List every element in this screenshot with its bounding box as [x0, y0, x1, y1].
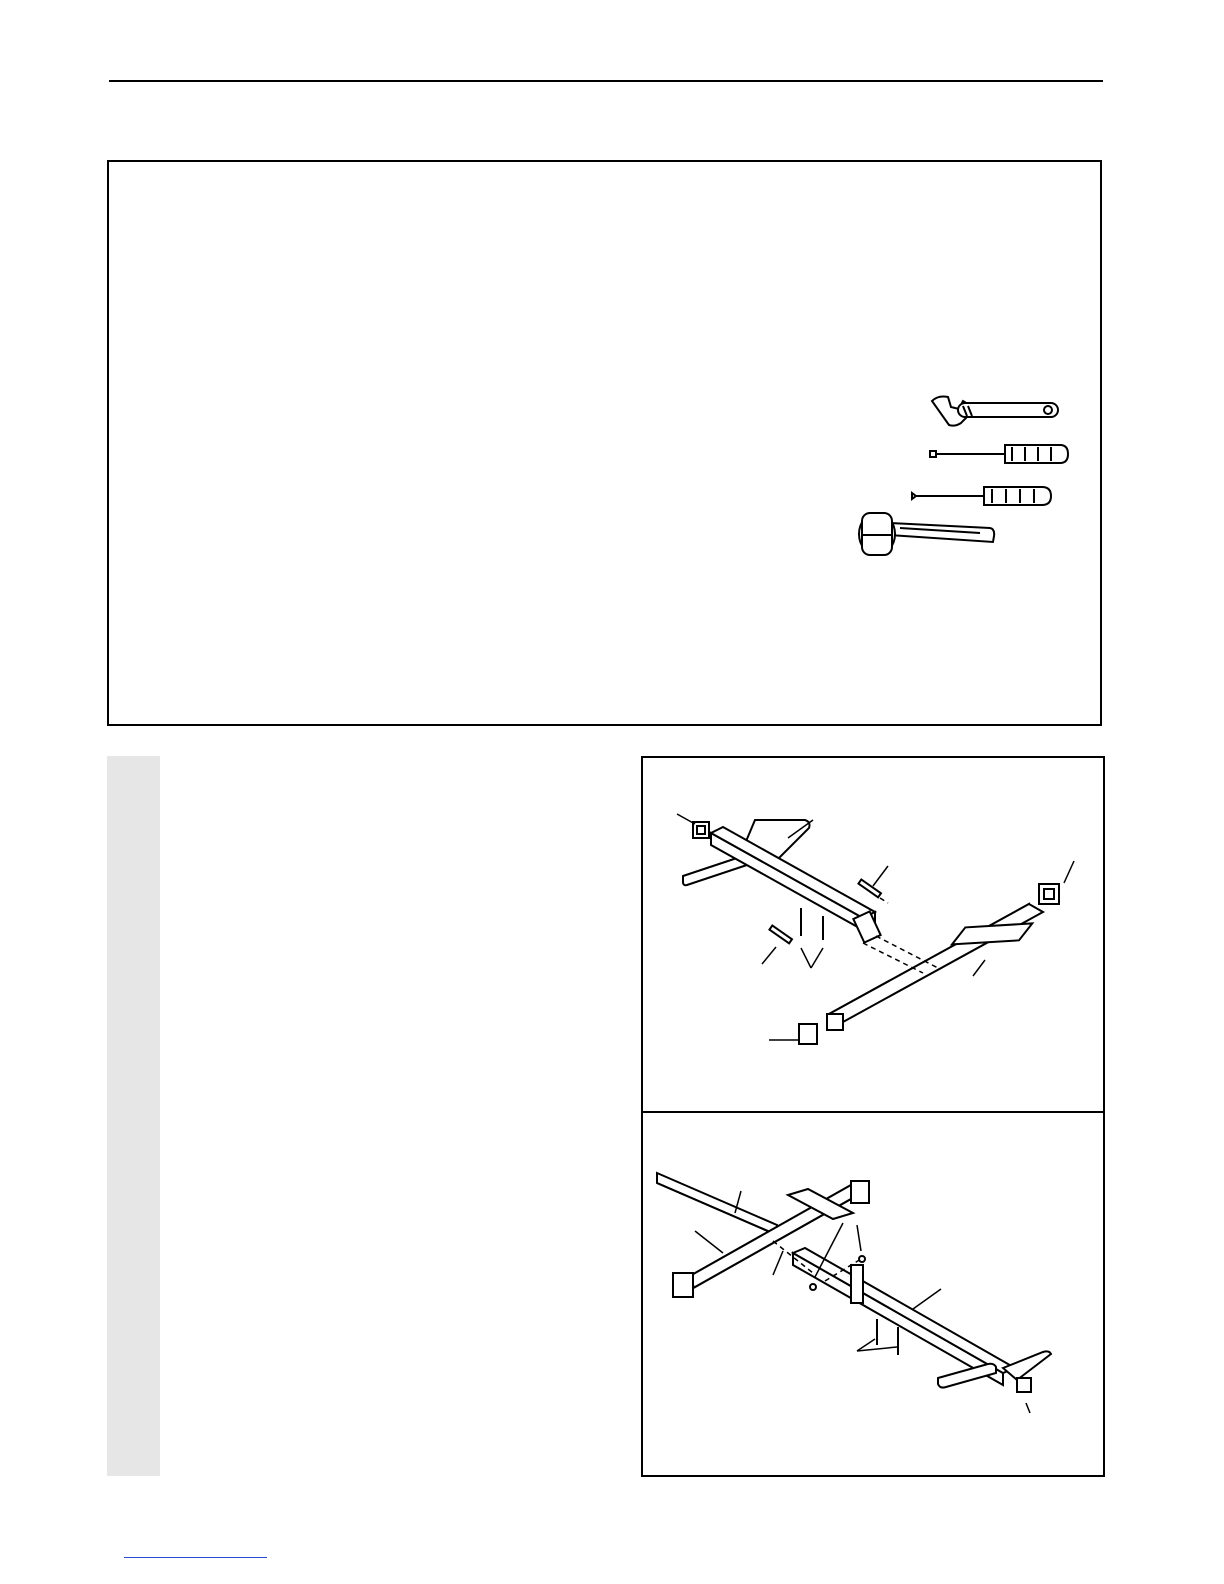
end-cap-front: [1017, 1378, 1031, 1392]
end-cap-top-left: [693, 822, 709, 838]
step-number-band: [107, 756, 160, 1476]
tools-illustration: [840, 385, 1090, 570]
header-rule: [109, 80, 1103, 82]
adjustable-wrench-icon: [932, 397, 1058, 426]
rubber-mallet-icon: [859, 513, 994, 555]
base-assembly-figure-2: [641, 1111, 1105, 1477]
end-cap-right: [1039, 884, 1059, 904]
footer-link-underline[interactable]: [124, 1557, 267, 1558]
frame-rail: [657, 1173, 777, 1235]
front-stabilizer: [711, 827, 881, 943]
front-stabilizer: [793, 1248, 1015, 1385]
flat-screwdriver-icon: [930, 445, 1068, 463]
end-cap-bottom: [799, 1024, 817, 1044]
base-assembly-figure-1: [641, 756, 1105, 1113]
phillips-screwdriver-icon: [912, 487, 1051, 505]
